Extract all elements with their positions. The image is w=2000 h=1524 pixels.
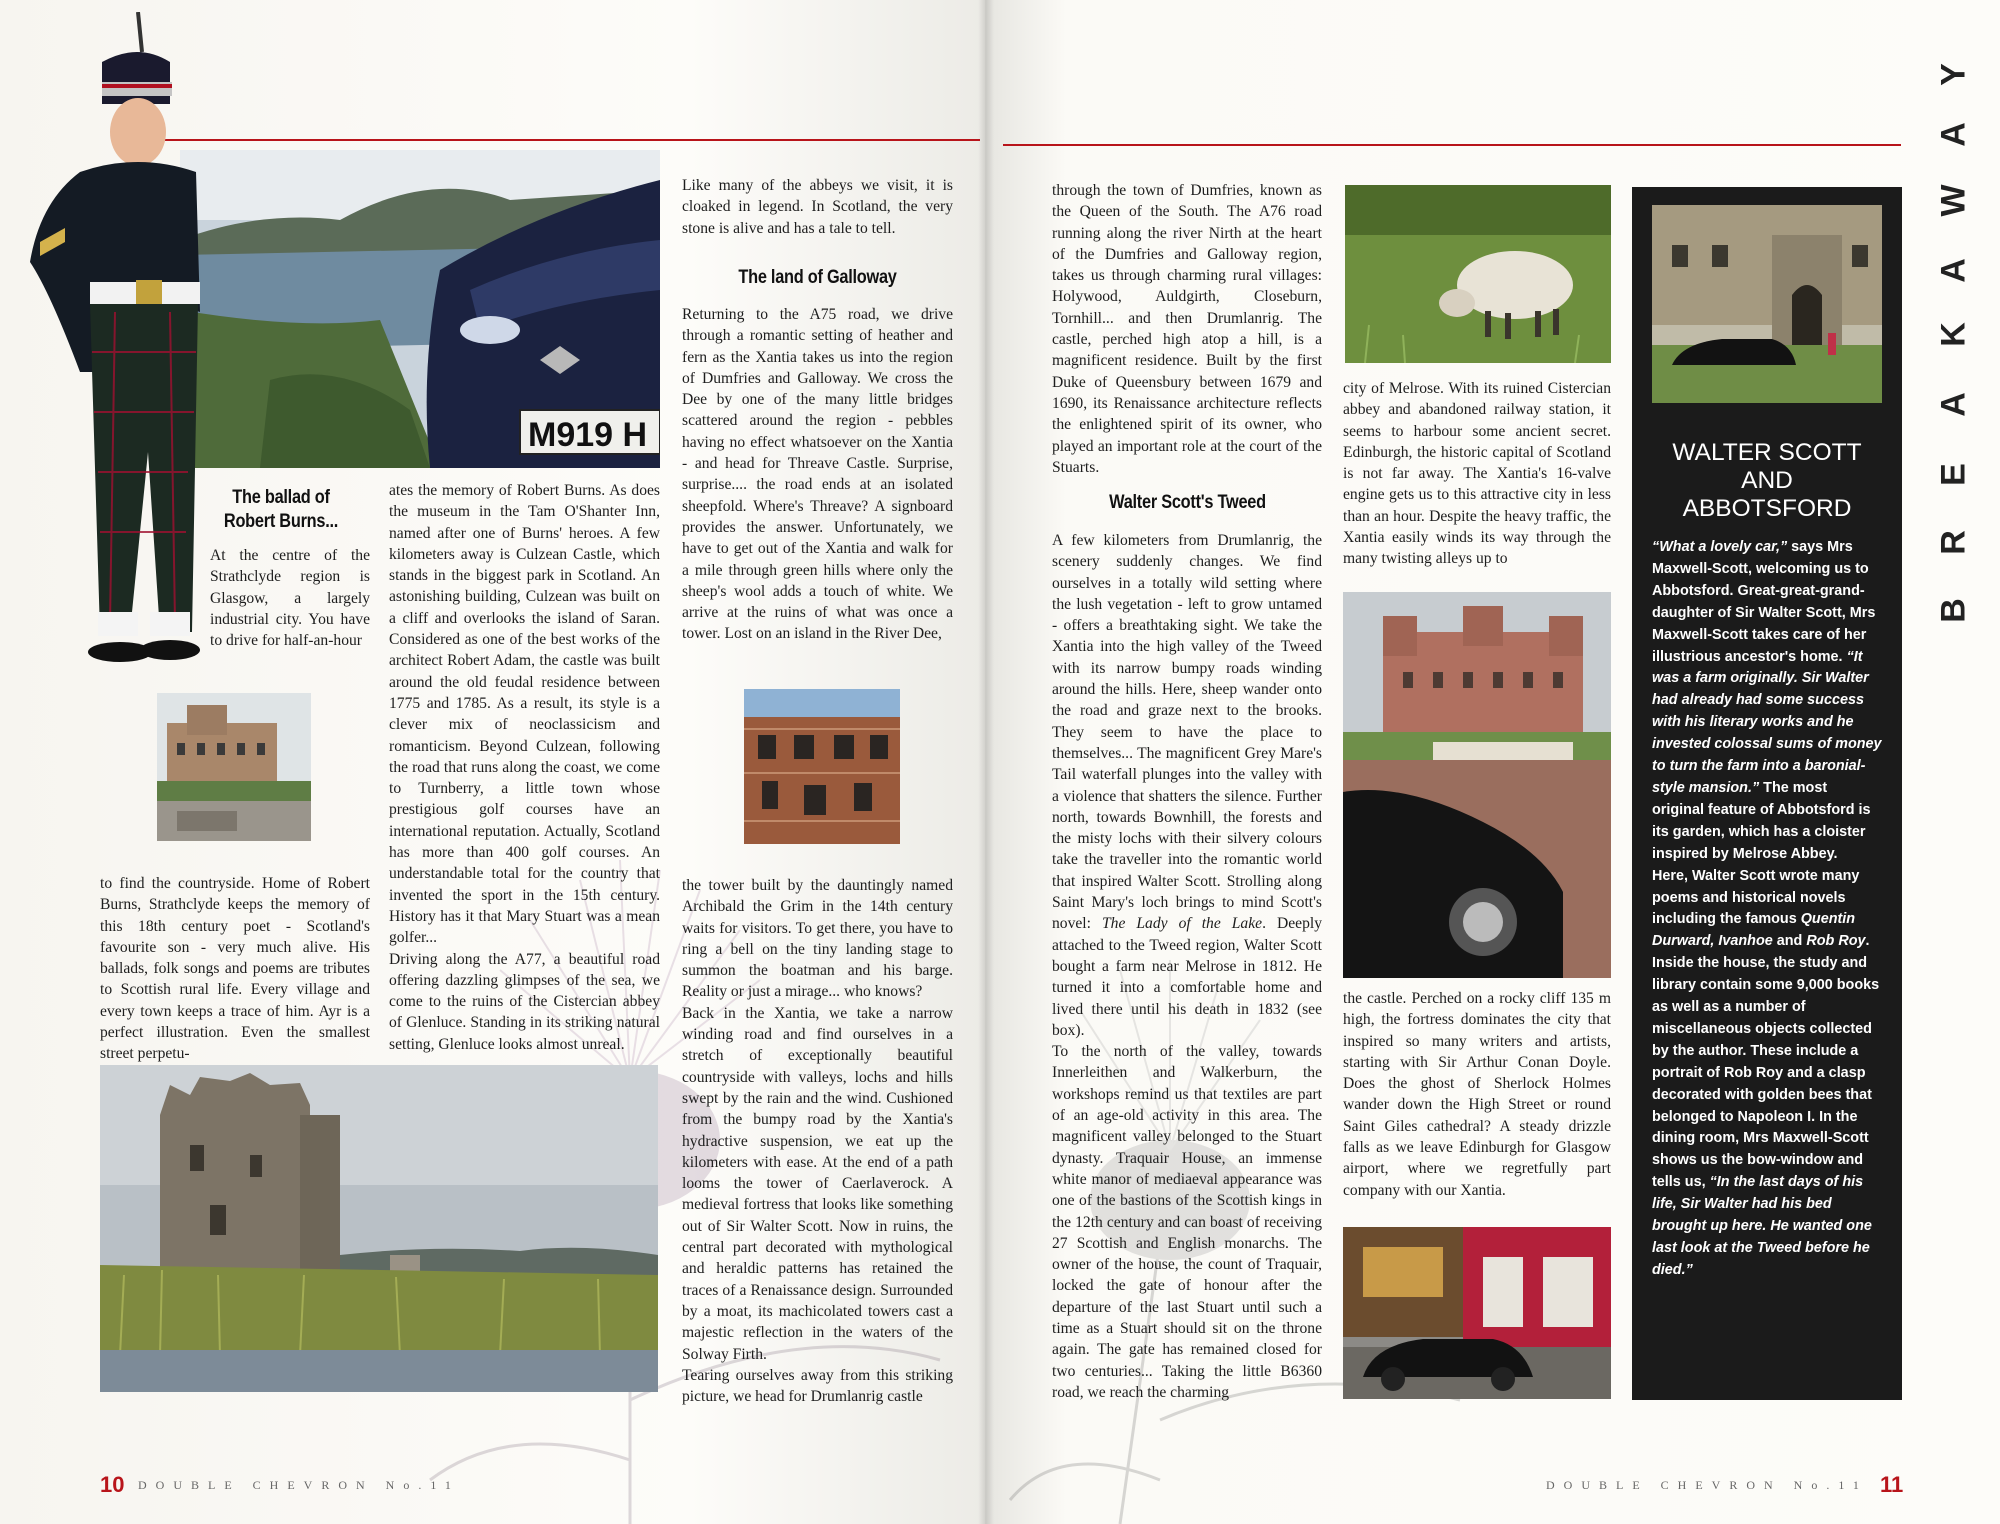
dumfries-text [1052, 180, 1322, 478]
melrose-paragraph: city of Melrose. With its ruined Cistercian abbey and abandoned railway station, it seems to harbour some ancient secret. Edinburgh, the historic capital of Scotland is not far away. The Xantia's 16-valve engine gets us to this attractive city in less than an hour. Despite the heavy traffic, the Xantia easily winds its way through the many twisting alleys up to [1343, 380, 1611, 568]
spine-gutter [978, 0, 994, 1524]
tab-letter-8: R [1934, 530, 1973, 555]
edinburgh-paragraph: the castle. Perched on a rocky cliff 135 m high, the fortress dominates the city that inspired so many writers and artists, starting with Sir Arthur Conan Doyle. Does the ghost of Sherlock Holmes wander down the High Street or round Saint Giles cathedral? A steady drizzle falls as we leave Edinburgh for Glasgow airport, where we regretfully part company with our Xantia. [1343, 990, 1611, 1199]
sidebar-text3: Here, Walter Scott wrote many poems and historical novels including the famous [1652, 867, 1860, 928]
dumfries-paragraph: through the town of Dumfries, known as the Queen of the South. The A76 road running along the river Nirth at the heart of the Dumfries and Galloway region, takes us through charming rural villages: Holywood, Auldgirth, Closeburn, Tornhill... and then Drumlanrig. The castle, perched high atop a hill, is a magnificent residence. Built by the first Duke of Queensbury between 1679 and 1690, its Renaissance architecture reflects the enlightened spirit of its owner, who played an important role at the court of the Stuarts. [1052, 182, 1322, 476]
tweed-paragraph1b: . Deeply attached to the Tweed region, Walter Scott bought a farm near Melrose in 1812. He turned it into a comfortable home and lived there until his death in 1832 (see box). [1052, 915, 1322, 1039]
sidebar-text4: Inside the house, the study and library contain some 9,000 books as well as a number of miscellaneous objects collected by the author. These include a portrait of Rob Roy and a clasp decorated with golden bees that belonged to Napoleon I. In the dining room, Mrs Maxwell-Scott shows us the bow-window and tells us, [1652, 955, 1880, 1191]
abbey-legend-text [682, 175, 953, 239]
edinburgh-text [1343, 988, 1611, 1201]
abbey-legend-paragraph: Like many of the abbeys we visit, it is cloaked in legend. In Scotland, the very stone is alive and has a tale to tell. [682, 177, 953, 237]
sidebar-paragraph2 [1652, 866, 1882, 954]
sidebar-body [1648, 537, 1886, 1282]
sidebar-novels2: Rob Roy [1806, 933, 1866, 950]
headline-land-of-galloway: The land of Galloway [738, 267, 897, 288]
tweed-paragraph2: To the north of the valley, towards Innerleithen and Walkerburn, the workshops remind us that textiles are part of an age-old activity in this area. The magnificent valley belonged to the Stuart dynasty. Traquair House, an immense white manor of mediaeval appearance was one of the bastions of the Scottish kings in the 12th century and can boast of receiving 27 Scottish and English monarchs. The owner of the house, the count of Traquair, locked the gate of honour after the departure of the last Stuart until such a time as a Stuart should sit on the throne again. The gate has remained closed for two centuries... Taking the little B6360 road, we reach the charming [1052, 1043, 1322, 1401]
tab-letter-4: A [1934, 258, 1973, 283]
car-plate: M919 H [528, 416, 648, 454]
tweed-paragraph1 [1052, 530, 1322, 1041]
tab-letter-5: K [1934, 322, 1973, 347]
sidebar-paragraph3 [1652, 953, 1882, 1282]
galloway-paragraph3: Back in the Xantia, we take a narrow winding road and find ourselves in a stretch of exceptionally beautiful countryside with valleys, lochs and hills swept by the rain and the wind. Cushioned from the bumpy road by the Xantia's hydractive suspension, we eat up the kilometers with ease. At the end of a path looms the tower of Caerlaverock. A medieval fortress that looks like something out of Sir Walter Scott. Now in ruins, the central part decorated with mythological and heraldic patterns has retained the traces of a Renaissance design. Surrounded by a moat, its machicolated towers cast a majestic reflection in the waters of the Solway Firth. [682, 1004, 953, 1363]
soldier-photo [20, 12, 200, 672]
abbotsford-photo [1652, 205, 1882, 403]
walter-scott-sidebar [1632, 187, 1902, 1400]
galloway-paragraph1: Returning to the A75 road, we drive through a romantic setting of heather and fern as the Xantia takes us into the region of Dumfries and Galloway. We cross the Dee by one of the many little bridges scattered around the region - pebbles having no effect whatsoever on the Xantia - and head for Threave Castle. Surprise, surprise.... the road ends at an isolated sheepfold. Where's Threave? A signboard provides the answer. Unfortunately, we have to get out of the Xantia and walk for a mile through green hills where only the sheep's wool adds a touch of white. We arrive at the ruins of what was once a tower. Lost on an island in the River Dee, [682, 306, 953, 643]
ballad-intro-text [210, 545, 370, 651]
sidebar-title-line2: AND [1741, 467, 1793, 494]
headline-ballad-robert-burns [217, 486, 346, 534]
tab-letter-1: Y [1934, 63, 1973, 86]
galloway-text [682, 304, 953, 645]
ballad-intro-paragraph: At the centre of the Strathclyde region is Glasgow, a largely industrial city. You have to drive for half-an-hour [210, 547, 370, 650]
ballad-col2b-paragraph: Driving along the A77, a beautiful road offering dazzling glimpses of the sea, we come to the ruins of the Cistercian abbey of Glenluce. Standing in its striking natural setting, Glenluce looks almost unreal. [389, 950, 660, 1053]
sidebar-quote4: “In the last days of his life, Sir Walter had his bed brought up here. He wanted one last look at the Tweed before he died.” [1652, 1174, 1872, 1278]
breakaway-section-tab [1928, 55, 1980, 1435]
threave-castle-photo [100, 1065, 658, 1392]
novel-title: The Lady of the Lake [1101, 915, 1263, 933]
tab-letter-9: B [1934, 598, 1973, 623]
headline-walter-scotts-tweed: Walter Scott's Tweed [1109, 492, 1266, 513]
sidebar-paragraph1 [1652, 537, 1882, 866]
loch-car-photo [180, 150, 660, 468]
sidebar-text2: The most original feature of Abbotsford is its garden, which has a cloister inspired by Melrose Abbey. [1652, 779, 1871, 862]
tab-letter-6: A [1934, 392, 1973, 417]
culzean-castle-photo [157, 693, 311, 841]
drumlanrig-castle-photo [1343, 592, 1611, 978]
header-rule-right [1003, 144, 1901, 146]
ballad-col2-text [389, 480, 660, 1055]
galloway-paragraph2: the tower built by the dauntingly named Archibald the Grim in the 14th century waits for visitors. To get there, you have to ring a bell on the tiny landing stage to summon the boatman and his barge. Reality or just a mirage... who knows? [682, 877, 953, 1001]
edinburgh-street-photo [1343, 1227, 1611, 1399]
sheep-photo [1345, 185, 1611, 363]
melrose-text [1343, 378, 1611, 570]
running-head-left: DOUBLE CHEVRON No.11 [138, 1478, 460, 1492]
sidebar-title-line3: ABBOTSFORD [1682, 495, 1852, 522]
tab-letter-7: E [1934, 463, 1973, 486]
ballad-col1b-paragraph: to find the countryside. Home of Robert Burns, Strathclyde keeps the memory of this 18th century poet - Scotland's favourite son - very much alive. His ballads, folk songs and poems are tributes to Scottish rural life. Every village and every town keeps a trace of him. Ayr is a perfect illustration. Even the smallest street perpetu- [100, 875, 370, 1063]
ballad-title-line1: The ballad of [232, 487, 330, 508]
ballad-title-line2: Robert Burns... [223, 511, 339, 532]
tab-letter-2: A [1934, 122, 1973, 147]
sidebar-text3b: and [1772, 933, 1807, 950]
tab-letter-3: W [1934, 184, 1973, 217]
galloway-paragraph4: Tearing ourselves away from this striking picture, we head for Drumlanrig castle [682, 1366, 953, 1406]
running-head-right: DOUBLE CHEVRON No.11 [1546, 1478, 1868, 1492]
sidebar-text3c: . [1865, 933, 1870, 950]
tweed-text [1052, 530, 1322, 1403]
caerlaverock-castle-photo [744, 689, 900, 844]
sidebar-text1: says Mrs Maxwell-Scott, welcoming us to Abbotsford. Great-great-grand-daughter of Sir Walter Scott, Mrs Maxwell-Scott takes care of her illustrious ancestor's home. [1652, 539, 1876, 665]
sidebar-title [1648, 439, 1886, 523]
tweed-paragraph1a: A few kilometers from Drumlanrig, the scenery suddenly changes. We find ourselves in a totally wild setting where the lush vegetation - left to grow untamed - offers a breathtaking sight. We take the Xantia into the high valley of the Tweed with its narrow bumpy roads winding around the hills. Here, sheep wander onto the road and graze next to the brooks. They seem to have the place to themselves... The magnificent Grey Mare's Tail waterfall plunges into the valley with a violence that shatters the silence. Further north, towards Bownhill, the forests and the misty lochs with their silvery colours take the traveller into the romantic world that inspired Walter Scott. Strolling along Saint Mary's loch brings to mind Scott's novel: [1052, 532, 1322, 933]
sidebar-quote1: “What a lovely car,” [1652, 539, 1788, 555]
sidebar-quote2: “It was a farm originally. Sir Walter had already had some success with his literary works and he invested colossal sums of money to turn the farm into a baronial-style mansion.” [1652, 648, 1882, 796]
sidebar-title-line1: WALTER SCOTT [1672, 439, 1862, 466]
folio-right: 11 [1880, 1472, 1904, 1497]
sidebar-novels1: Quentin Durward, Ivanhoe [1652, 911, 1856, 950]
ballad-col2-paragraph: ates the memory of Robert Burns. As does the museum in the Tam O'Shanter Inn, named after one of Burns' heroes. A few kilometers away is Culzean Castle, which stands in the biggest park in Scotland. An astonishing building, Culzean was built on a cliff and overlooks the island of Saran. Considered as one of the best works of the architect Robert Adam, the castle was built around the old feudal residence between 1775 and 1785. As a result, its style is a clever mix of neoclassicism and romanticism. Beyond Culzean, following the road that runs along the coast, we come to Turnberry, a little town whose prestigious golf courses have an international reputation. Actually, Scotland has more than 400 golf courses. An understandable total for the country that invented the sport in the 15th century. History has it that Mary Stuart was a mean golfer... [389, 482, 660, 947]
ballad-col1-continued [100, 873, 370, 1065]
folio-left: 10 [100, 1472, 125, 1497]
galloway-text-continued [682, 875, 953, 1407]
header-rule-left [140, 139, 980, 141]
